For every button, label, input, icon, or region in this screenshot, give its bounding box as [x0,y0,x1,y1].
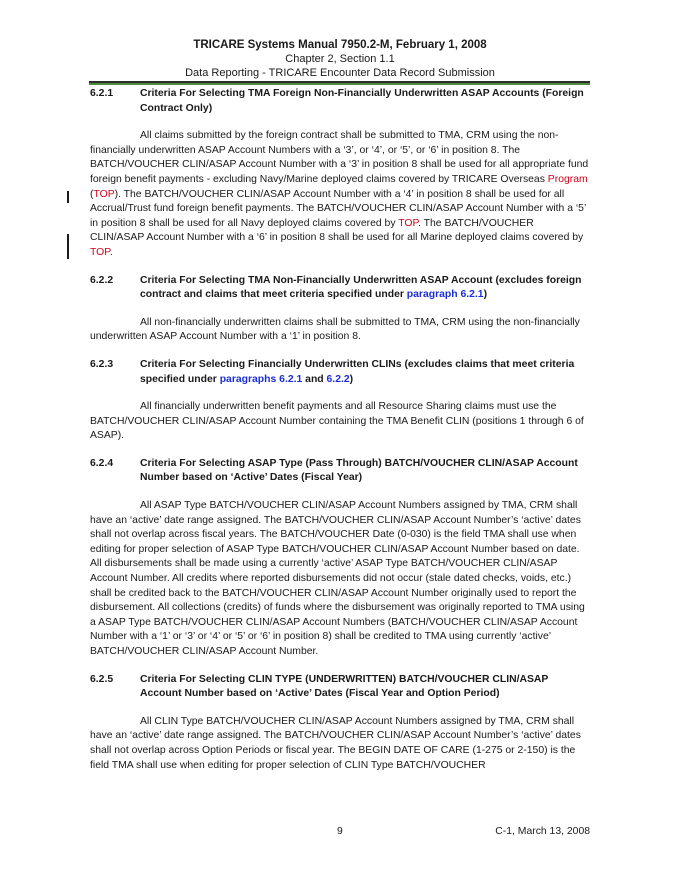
text-run: ( [90,188,94,200]
section-title [140,358,590,387]
chapter-label: Chapter 2, Section 1.1 [285,53,395,65]
section-heading [90,358,590,387]
paragraph-link[interactable]: paragraphs 6.2.1 [219,373,303,385]
section-title [140,274,590,303]
section-paragraph: All ASAP Type BATCH/VOUCHER CLIN/ASAP Account Numbers assigned by TMA, CRM shall have an ‘active’ date range assigned. The BATCH/VOUCHER CLIN/ASAP Account Number’s ‘active’ dates shall not overlap across fiscal years. The BATCH/VOUCHER Date (0-030) is the field TMA shall use when editing for proper selection of ASAP Type BATCH/VOUCHER CLIN/ASAP Account Number based on date. All disbursements shall be made using a currently ‘active’ ASAP Type BATCH/VOUCHER CLIN/ASAP Account Number. All credits where reported disbursements did not occur (stale dated checks, voids, etc.) shall be credited back to the BATCH/VOUCHER CLIN/ASAP Account Number originally used to report the disbursement. All collections (credits) of funds where the disbursement was originally reported to TMA using a ASAP Type BATCH/VOUCHER CLIN/ASAP Account Numbers (BATCH/VOUCHER CLIN/ASAP Account Number with a ‘1’ or ‘3’ or ‘4’ or ‘5’ or ‘6’ in position 8) shall be credited to TMA using currently ‘active’ BATCH/VOUCHER CLIN/ASAP Account Number. [90,500,585,657]
section-heading [90,457,590,486]
text-run: and [302,373,327,385]
section-6-2-4 [90,457,590,660]
change-bar [67,234,69,259]
section-paragraph: All financially underwritten benefit payments and all Resource Sharing claims must use the BATCH/VOUCHER CLIN/ASAP Account Number containing the TMA Benefit CLIN (positions 1 through 6 of ASAP). [90,401,584,442]
change-date: C-1, March 13, 2008 [495,826,590,837]
section-number: 6.2.1 [90,88,114,99]
section-paragraph: All non-financially underwritten claims shall be submitted to TMA, CRM using the non-financially underwritten ASAP Account Number with a ‘1’ in position 8. [90,316,580,343]
section-heading [90,274,590,303]
text-run: Criteria For Selecting TMA Non-Financially Underwritten ASAP Account (excludes foreign contract and claims that meet criteria specified under [140,274,582,301]
document-body [90,87,590,786]
text-run: ) [483,289,488,301]
top-revision: TOP [398,217,419,229]
paragraph-link[interactable]: 6.2.2 [326,373,350,385]
section-number: 6.2.2 [90,274,114,286]
program-revision: Program [547,173,588,185]
top-revision: TOP [90,246,110,258]
section-heading [90,673,590,702]
paragraph-link[interactable]: paragraph 6.2.1 [406,289,484,301]
text-run: All claims submitted by the foreign contract shall be submitted to TMA, CRM using the non-financially underwritten ASAP Account Numbers with a ‘3’, or ‘4’, or ‘5’, or ‘6’ in position 8. The BATCH/VOUCHER CLIN/ASAP Account Number with a ‘3’ in position 8 shall be used for all appropriate fund foreign benefit payments - excluding Navy/Marine deployed claims covered by TRICARE Overseas [90,130,589,185]
page-number: 9 [337,826,343,837]
page-header [0,38,680,80]
section-paragraph [90,129,590,260]
text-run: Criteria For Selecting Financially Underwritten CLINs (excludes claims that meet criteria specified under [140,358,575,385]
section-title: Criteria For Selecting CLIN TYPE (UNDERWRITTEN) BATCH/VOUCHER CLIN/ASAP Account Number based on ‘Active’ Dates (Fiscal Year and Option Period) [140,673,549,700]
header-rule-accent [89,83,590,85]
section-6-2-5 [90,673,590,774]
section-title: Criteria For Selecting TMA Foreign Non-Financially Underwritten ASAP Accounts (Foreign Contract Only) [140,88,584,114]
text-run: ) [349,373,354,385]
section-number: 6.2.3 [90,358,114,370]
section-number: 6.2.5 [90,673,114,685]
change-bar [67,191,69,203]
section-6-2-1 [90,87,590,261]
section-number: 6.2.4 [90,457,114,469]
manual-title: TRICARE Systems Manual 7950.2-M, February 1, 2008 [193,39,487,51]
section-paragraph: All CLIN Type BATCH/VOUCHER CLIN/ASAP Account Numbers assigned by TMA, CRM shall have an ‘active’ date range assigned. The BATCH/VOUCHER CLIN/ASAP Account Number’s ‘active’ dates shall not overlap across Option Periods or fiscal year. The BEGIN DATE OF CARE (1-275 or 2-150) is the field TMA shall use when editing for proper selection of CLIN Type BATCH/VOUCHER [90,715,581,771]
text-run: . The BATCH/VOUCHER CLIN/ASAP Account Number with a ‘6’ in position 8 shall be used for all Marine deployed claims covered by [90,217,584,244]
subject-label: Data Reporting - TRICARE Encounter Data Record Submission [185,67,495,79]
section-title: Criteria For Selecting ASAP Type (Pass Through) BATCH/VOUCHER CLIN/ASAP Account Number based on ‘Active’ Dates (Fiscal Year) [140,457,578,484]
text-run: ). The BATCH/VOUCHER CLIN/ASAP Account Number with a ‘4’ in position 8 shall be used for all Accrual/Trust fund foreign benefit payments. The BATCH/VOUCHER CLIN/ASAP Account Number with a ‘5’ in position 8 shall be used for all Navy deployed claims covered by [90,188,586,229]
section-heading [90,87,590,116]
section-6-2-2 [90,274,590,345]
text-run: . [109,246,113,258]
section-6-2-3 [90,358,590,444]
top-revision: TOP [93,188,115,200]
